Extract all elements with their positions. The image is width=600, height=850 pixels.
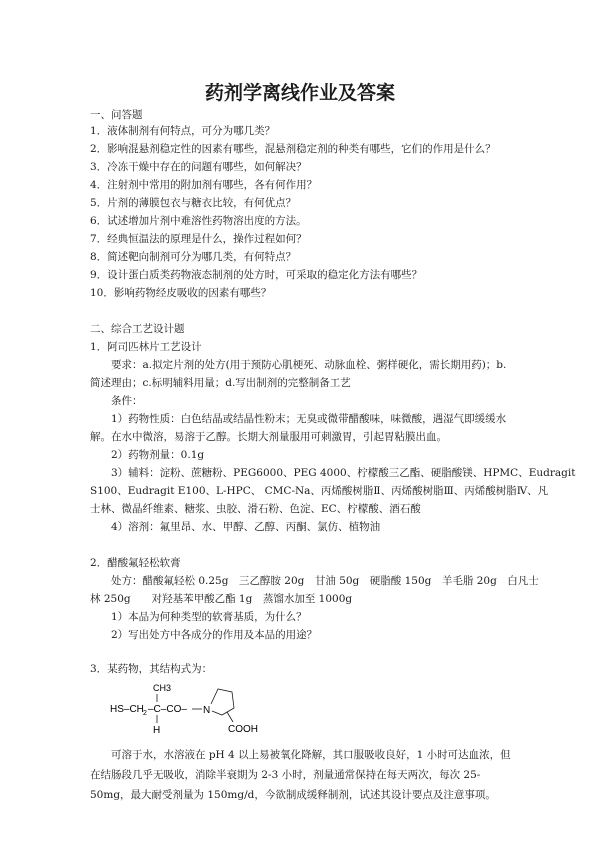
document-title: 药剂学离线作业及答案	[204, 82, 395, 104]
question-8: 8．简述靶向制剂可分为哪几类，有何特点？	[90, 251, 297, 263]
structure-n: N	[203, 705, 211, 716]
item1-condition1-line2: 解。在水中微溶，易溶于乙醇。长期大剂量服用可刺激胃，引起胃粘膜出血。	[90, 431, 447, 443]
section1-heading: 一、问答题	[90, 109, 143, 121]
structure-sub2: 2	[143, 710, 147, 717]
question-3: 3．冷冻干燥中存在的问题有哪些，如何解决？	[90, 161, 307, 173]
item1-condition1-line1: 1）药物性质：白色结晶或结晶性粉末；无臭或微带醋酸味，味微酸，遇湿气即缓缓水	[111, 413, 507, 425]
question-1: 1．液体制剂有何特点，可分为哪几类？	[90, 125, 276, 137]
item3-paragraph: 可溶于水，水溶液在 pH 4 以上易被氧化降解，其口服吸收良好，1 小时可达血浓，但在结肠段几乎无吸收，消除半衰期为 2-3 小时，剂量通常保持在每天两次，每次 25-50mg，最大耐受剂量为 150mg/d，今欲制成缓释制剂，试述其设计要点及注意事项。	[90, 749, 511, 801]
item1-title: 1．阿司匹林片工艺设计	[90, 341, 202, 353]
structure-chain-mid: –C–CO–	[148, 704, 187, 715]
structure-ch3: CH3	[153, 683, 172, 693]
item2-question1: 1）本品为何种类型的软膏基质，为什么？	[111, 611, 307, 623]
item1-condition-label: 条件：	[111, 395, 143, 407]
question-7: 7．经典恒温法的原理是什么，操作过程如何？	[90, 233, 307, 245]
item1-condition2: 2）药物剂量：0.1g	[111, 449, 205, 461]
item1-condition3-line1: 3）辅料：淀粉、蔗糖粉、PEG6000、PEG 4000、柠檬酸三乙酯、硬脂酸镁、HPMC、Eudragit	[111, 467, 576, 479]
section2-heading: 二、综合工艺设计题	[90, 323, 185, 335]
structure-h: H	[153, 725, 161, 736]
question-5: 5．片剂的薄膜包衣与糖衣比较，有何优点？	[90, 197, 297, 209]
question-6: 6．试述增加片剂中难溶性药物溶出度的方法。	[90, 215, 307, 227]
item2-prescription-line1: 处方：醋酸氟轻松 0.25g 三乙醇胺 20g 甘油 50g 硬脂酸 150g 羊毛脂 20g 白凡士	[111, 575, 539, 587]
item1-requirement-line1: 要求：a.拟定片剂的处方(用于预防心肌梗死、动脉血栓、粥样硬化，需长期用药)；b.	[111, 359, 507, 371]
item2-title: 2．醋酸氟轻松软膏	[90, 557, 181, 569]
item1-condition3-line2: S100、Eudragit E100、L-HPC、 CMC-Na、丙烯酸树脂Ⅱ、丙烯酸树脂Ⅲ、丙烯酸树脂Ⅳ、凡	[90, 485, 549, 497]
item1-condition4: 4）溶剂：氟里昂、水、甲醇、乙醇、丙酮、氯仿、植物油	[111, 521, 381, 533]
item1-condition3-line3: 士林、微晶纤维素、糖浆、虫胶、滑石粉、色淀、EC、柠檬酸、酒石酸	[90, 503, 421, 515]
question-4: 4．注射剂中常用的附加剂有哪些，各有何作用？	[90, 179, 318, 191]
structure-cooh: COOH	[228, 724, 258, 735]
item2-prescription-line2: 林 250g 对羟基苯甲酸乙酯 1g 蒸馏水加至 1000g	[90, 593, 353, 605]
bond-to-carboxyl	[227, 712, 233, 722]
structure-chain-left: HS–CH	[110, 704, 144, 715]
question-10: 10．影响药物经皮吸收的因素有哪些？	[90, 287, 272, 299]
question-9: 9．设计蛋白质类药物液态制剂的处方时，可采取的稳定化方法有哪些？	[90, 269, 423, 281]
chemical-structure	[110, 680, 280, 740]
question-2: 2．影响混悬剂稳定性的因素有哪些，混悬剂稳定剂的种类有哪些，它们的作用是什么？	[90, 143, 496, 155]
item3-title: 3．某药物，其结构式为：	[90, 663, 213, 675]
pyrrolidine-ring	[211, 689, 234, 715]
item1-requirement-line2: 简述理由；c.标明辅料用量；d.写出制剂的完整制备工艺	[90, 377, 351, 389]
item2-question2: 2）写出处方中各成分的作用及本品的用途？	[111, 629, 318, 641]
